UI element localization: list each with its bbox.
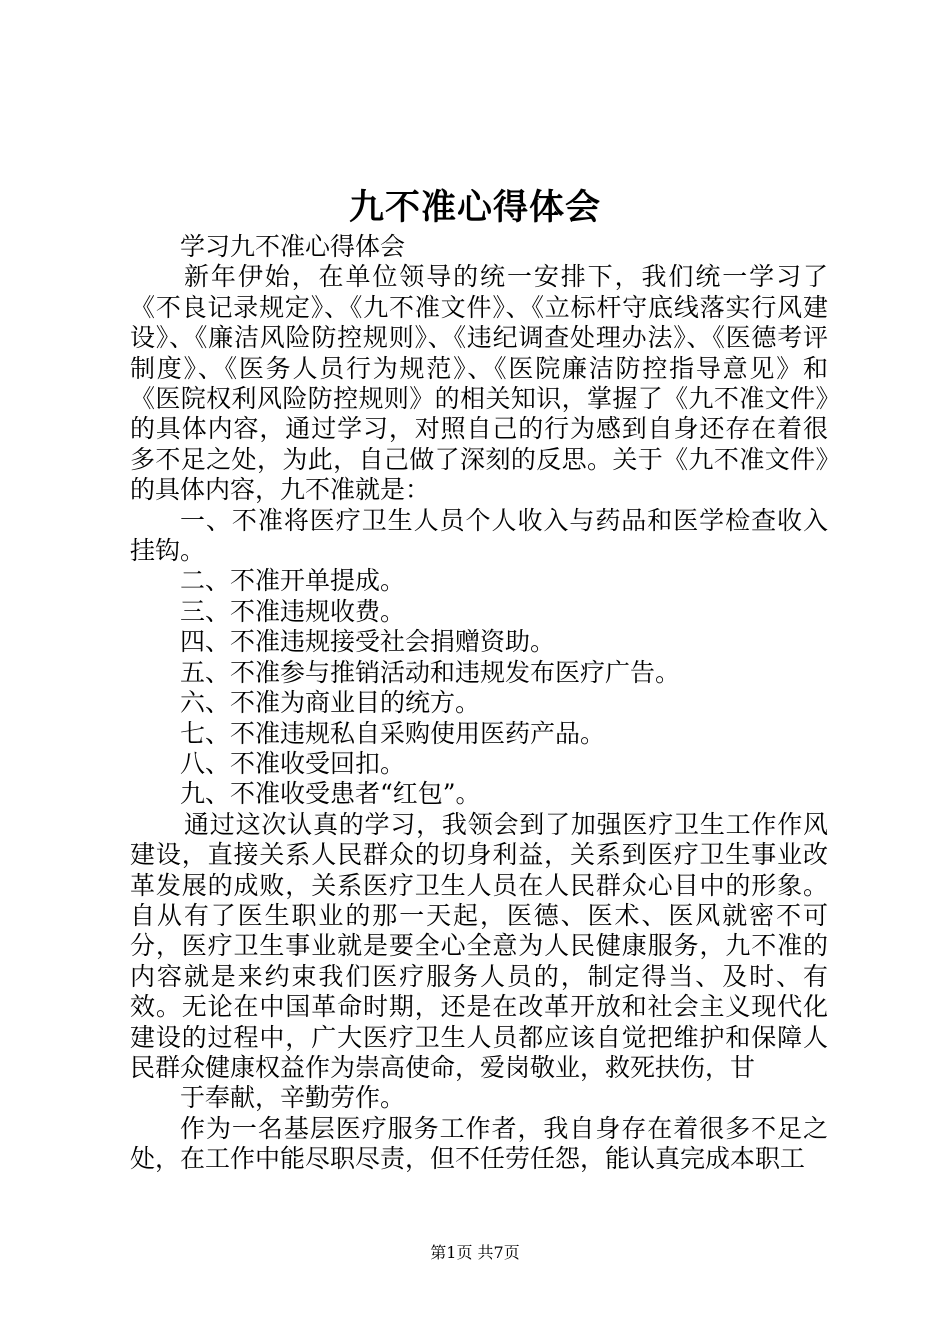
rule-item: 七、不准违规私自采购使用医药产品。 (180, 718, 606, 748)
rule-item: 五、不准参与推销活动和违规发布医疗广告。 (180, 657, 681, 687)
rule-item: 一、不准将医疗卫生人员个人收入与药品和医学检查收入挂钩。 (130, 505, 828, 566)
rule-item: 四、不准违规接受社会捐赠资助。 (180, 627, 556, 657)
rule-item: 六、不准为商业目的统方。 (180, 688, 481, 718)
intro-paragraph: 新年伊始，在单位领导的统一安排下，我们统一学习了《不良记录规定》、《九不准文件》、《立标杆守底线落实行风建设》、《廉洁风险防控规则》、《违纪调查处理办法》、《医德考评制度》、《医务人员行为规范》、《医院廉洁防控指导意见》和《医院权利风险防控规则》的相关知识，掌握了《九不准文件》的具体内容，通过学习，对照自己的行为感到自身还存在着很多不足之处，为此，自己做了深刻的反思。关于《九不准文件》的具体内容，九不准就是： (130, 262, 828, 505)
rule-item: 三、不准违规收费。 (180, 596, 406, 626)
self-review-paragraph: 作为一名基层医疗服务工作者，我自身存在着很多不足之处，在工作中能尽职尽责，但不任劳任怨，能认真完成本职工 (130, 1113, 828, 1174)
continuation-line: 于奉献，辛勤劳作。 (180, 1083, 406, 1113)
rule-item: 二、不准开单提成。 (180, 566, 406, 596)
subtitle-paragraph: 学习九不准心得体会 (180, 232, 406, 261)
page-number: 第1页 共7页 (430, 1243, 520, 1262)
document-body (130, 232, 828, 1175)
rule-item: 九、不准收受患者“红包”。 (180, 779, 481, 809)
document-title: 九不准心得体会 (348, 187, 601, 228)
rule-item: 八、不准收受回扣。 (180, 748, 406, 778)
reflection-paragraph: 通过这次认真的学习，我领会到了加强医疗卫生工作作风建设，直接关系人民群众的切身利益，关系到医疗卫生事业改革发展的成败，关系医疗卫生人员在人民群众心目中的形象。自从有了医生职业的那一天起，医德、医术、医风就密不可分，医疗卫生事业就是要全心全意为人民健康服务，九不准的内容就是来约束我们医疗服务人员的，制定得当、及时、有效。无论在中国革命时期，还是在改革开放和社会主义现代化建设的过程中，广大医疗卫生人员都应该自觉把维护和保障人民群众健康权益作为崇高使命，爱岗敬业，救死扶伤，甘 (130, 809, 828, 1082)
